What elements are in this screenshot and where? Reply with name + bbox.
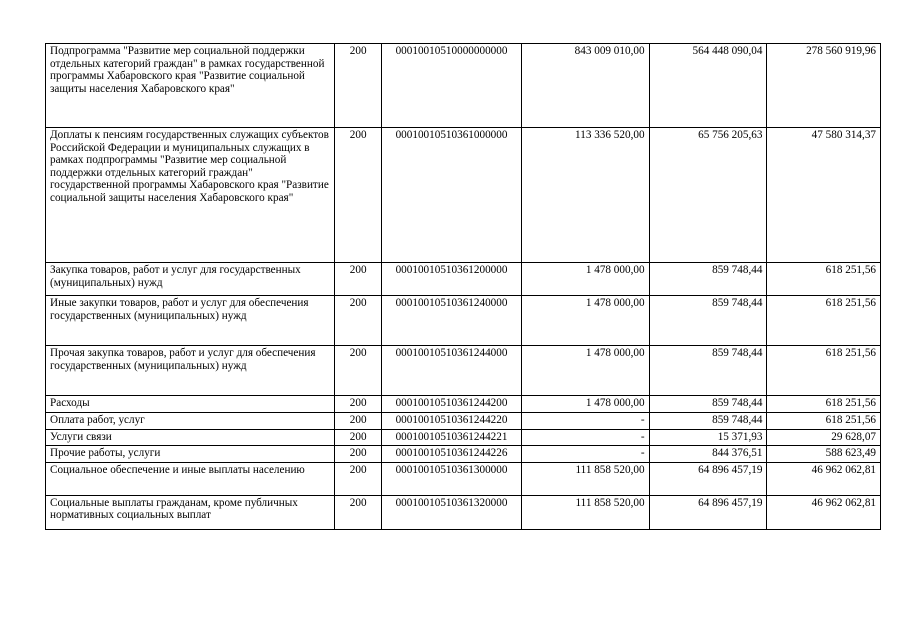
budget-classification-code-cell: 00010010510361244221 xyxy=(382,429,522,446)
executed-amount-cell: 844 376,51 xyxy=(649,446,767,463)
expense-name-cell: Социальное обеспечение и иные выплаты населению xyxy=(46,462,335,495)
expense-name-cell: Услуги связи xyxy=(46,429,335,446)
table-row xyxy=(46,346,881,396)
table-row xyxy=(46,263,881,296)
expense-name-cell: Расходы xyxy=(46,396,335,413)
executed-amount-cell: 64 896 457,19 xyxy=(649,495,767,529)
executed-amount-cell: 65 756 205,63 xyxy=(649,128,767,263)
executed-amount-cell: 859 748,44 xyxy=(649,396,767,413)
expense-name-cell: Прочая закупка товаров, работ и услуг для обеспечения государственных (муниципальных) нужд xyxy=(46,346,335,396)
budget-classification-code-cell: 00010010510361240000 xyxy=(382,296,522,346)
budget-classification-code-cell: 00010010510000000000 xyxy=(382,44,522,128)
unexecuted-amount-cell: 618 251,56 xyxy=(767,346,881,396)
unexecuted-amount-cell: 618 251,56 xyxy=(767,263,881,296)
executed-amount-cell: 859 748,44 xyxy=(649,296,767,346)
expense-name-cell: Иные закупки товаров, работ и услуг для обеспечения государственных (муниципальных) нужд xyxy=(46,296,335,346)
approved-amount-cell: 1 478 000,00 xyxy=(521,296,649,346)
budget-classification-code-cell: 00010010510361244226 xyxy=(382,446,522,463)
admin-code-cell: 200 xyxy=(335,128,382,263)
expense-name-cell: Подпрограмма "Развитие мер социальной поддержки отдельных категорий граждан" в рамках государственной программы Хабаровского края "Развитие социальной защиты населения Хабаровского края" xyxy=(46,44,335,128)
unexecuted-amount-cell: 618 251,56 xyxy=(767,296,881,346)
unexecuted-amount-cell: 278 560 919,96 xyxy=(767,44,881,128)
expense-name-cell: Социальные выплаты гражданам, кроме публичных нормативных социальных выплат xyxy=(46,495,335,529)
table-row xyxy=(46,462,881,495)
expense-name-cell: Прочие работы, услуги xyxy=(46,446,335,463)
executed-amount-cell: 859 748,44 xyxy=(649,346,767,396)
executed-amount-cell: 64 896 457,19 xyxy=(649,462,767,495)
budget-classification-code-cell: 00010010510361244200 xyxy=(382,396,522,413)
budget-classification-code-cell: 00010010510361200000 xyxy=(382,263,522,296)
budget-classification-code-cell: 00010010510361320000 xyxy=(382,495,522,529)
admin-code-cell: 200 xyxy=(335,429,382,446)
executed-amount-cell: 859 748,44 xyxy=(649,413,767,430)
unexecuted-amount-cell: 618 251,56 xyxy=(767,413,881,430)
expense-name-cell: Оплата работ, услуг xyxy=(46,413,335,430)
budget-classification-code-cell: 00010010510361000000 xyxy=(382,128,522,263)
admin-code-cell: 200 xyxy=(335,44,382,128)
unexecuted-amount-cell: 46 962 062,81 xyxy=(767,495,881,529)
budget-classification-code-cell: 00010010510361244220 xyxy=(382,413,522,430)
approved-amount-cell: 111 858 520,00 xyxy=(521,462,649,495)
expense-name-cell: Доплаты к пенсиям государственных служащих субъектов Российской Федерации и муниципальных служащих в рамках подпрограммы "Развитие мер социальной поддержки отдельных категорий граждан" государственной программы Хабаровского края "Развитие социальной защиты населения Хабаровского края" xyxy=(46,128,335,263)
unexecuted-amount-cell: 618 251,56 xyxy=(767,396,881,413)
table-row xyxy=(46,396,881,413)
executed-amount-cell: 564 448 090,04 xyxy=(649,44,767,128)
admin-code-cell: 200 xyxy=(335,495,382,529)
unexecuted-amount-cell: 588 623,49 xyxy=(767,446,881,463)
budget-classification-code-cell: 00010010510361300000 xyxy=(382,462,522,495)
admin-code-cell: 200 xyxy=(335,413,382,430)
admin-code-cell: 200 xyxy=(335,263,382,296)
approved-amount-cell: 111 858 520,00 xyxy=(521,495,649,529)
budget-classification-code-cell: 00010010510361244000 xyxy=(382,346,522,396)
approved-amount-cell: 1 478 000,00 xyxy=(521,396,649,413)
budget-report-table xyxy=(45,43,881,530)
admin-code-cell: 200 xyxy=(335,296,382,346)
admin-code-cell: 200 xyxy=(335,462,382,495)
approved-amount-cell: - xyxy=(521,413,649,430)
approved-amount-cell: - xyxy=(521,446,649,463)
approved-amount-cell: 1 478 000,00 xyxy=(521,346,649,396)
expense-name-cell: Закупка товаров, работ и услуг для государственных (муниципальных) нужд xyxy=(46,263,335,296)
unexecuted-amount-cell: 29 628,07 xyxy=(767,429,881,446)
executed-amount-cell: 859 748,44 xyxy=(649,263,767,296)
table-row xyxy=(46,296,881,346)
table-row xyxy=(46,446,881,463)
approved-amount-cell: 113 336 520,00 xyxy=(521,128,649,263)
admin-code-cell: 200 xyxy=(335,346,382,396)
executed-amount-cell: 15 371,93 xyxy=(649,429,767,446)
approved-amount-cell: - xyxy=(521,429,649,446)
table-row xyxy=(46,495,881,529)
table-row xyxy=(46,44,881,128)
unexecuted-amount-cell: 47 580 314,37 xyxy=(767,128,881,263)
admin-code-cell: 200 xyxy=(335,446,382,463)
table-row xyxy=(46,429,881,446)
approved-amount-cell: 843 009 010,00 xyxy=(521,44,649,128)
table-row xyxy=(46,128,881,263)
approved-amount-cell: 1 478 000,00 xyxy=(521,263,649,296)
unexecuted-amount-cell: 46 962 062,81 xyxy=(767,462,881,495)
report-table-body xyxy=(46,44,881,530)
table-row xyxy=(46,413,881,430)
admin-code-cell: 200 xyxy=(335,396,382,413)
